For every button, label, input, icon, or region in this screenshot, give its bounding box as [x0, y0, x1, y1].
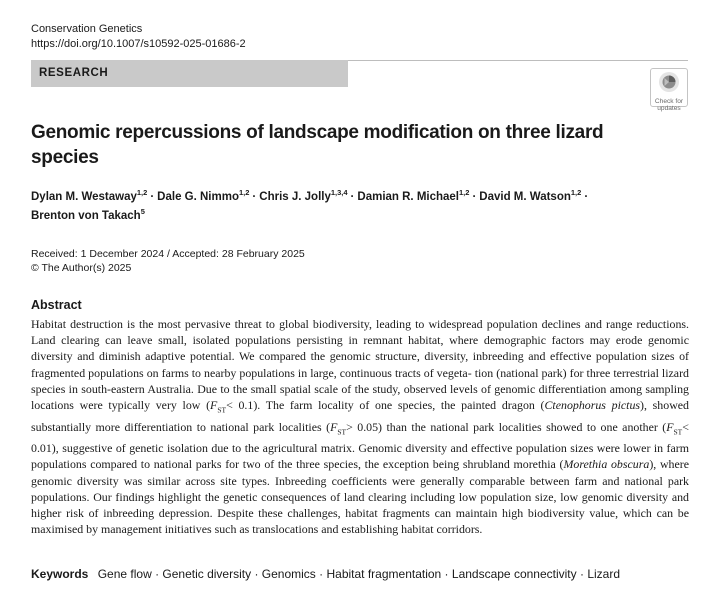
author[interactable]: Damian R. Michael$^{1,2}$: [357, 188, 470, 203]
publication-dates: [31, 247, 305, 275]
received-accepted: Received: 1 December 2024 / Accepted: 28 February 2025: [31, 248, 305, 260]
author-list: Dylan M. Westaway$^{1,2}$ · Dale G. Nimmo$^{1,2}$ · Chris J. Jolly$^{1,3,4}$ · Damian R. Michael$^{1,2}$ · David M. Watson$^{1,2}$ · Brenton von Takach$^5$: [31, 188, 589, 222]
check-for-updates-badge[interactable]: [650, 68, 688, 112]
author[interactable]: Dylan M. Westaway$^{1,2}$: [31, 188, 148, 203]
author[interactable]: Brenton von Takach$^5$: [31, 207, 145, 222]
section-label: RESEARCH: [31, 60, 348, 87]
keyword[interactable]: Lizard: [587, 567, 620, 581]
abstract-text: Habitat destruction is the most pervasive threat to global biodiversity, leading to widespread population declines and range reductions. Land clearing can leave small, isolated populations persisting in remnant habitat, where demographic factors may erode genomic diversity and diminish adaptive potential. We compared the genomic structure, diversity, inbreeding and effective population sizes of fragmented populations on farms to nearby populations in large, continuous tracts of vegeta- tion (national park) for three terrestrial lizard species in south-eastern Australia. Due to the small spatial scale of the study, observed levels of genomic differentiation among sampling locations were typically very low $(F_{ST}< 0.1)$. The farm locality of one species, the painted dragon (Ctenophorus pictus), showed substantially more differentiation to national park localities $(F_{ST}> 0.05)$ than the national park localities showed to one another $(F_{ST}< 0.01)$, suggestive of genetic isolation due to the agricultural matrix. Genomic diversity and effective population sizes were lower in farm populations compared to national parks for two of the three species, the exception being shrubland morethia (Morethia obscura), where genomic diversity was similar across site types. Inbreeding coefficients were generally comparable between farm and national park populations. Our findings highlight the genetic consequences of land clearing including low population size, low genomic diversity and higher risk of inbreeding depression. Despite these challenges, habitat fragments can maintain high biodiversity value, which can be maximised by management initiatives such as translocations and establishing habitat corridors.: [31, 317, 690, 537]
keyword[interactable]: Genetic diversity: [162, 567, 252, 581]
author[interactable]: Chris J. Jolly$^{1,3,4}$: [259, 188, 348, 203]
article-title: Genomic repercussions of landscape modification on three lizard species: [31, 122, 604, 168]
journal-name: Conservation Genetics: [31, 23, 143, 35]
keyword[interactable]: Landscape connectivity: [451, 567, 577, 581]
check-for-updates-icon: [658, 71, 680, 93]
badge-line-2: updates: [657, 105, 681, 112]
keywords: Keywords Gene flow · Genetic diversity · Genomics · Habitat fragmentation · Landscape connectivity · Lizard: [31, 567, 620, 581]
keyword[interactable]: Genomics: [261, 567, 316, 581]
keyword[interactable]: Gene flow: [97, 567, 152, 581]
abstract-heading: Abstract: [31, 298, 82, 312]
author[interactable]: David M. Watson$^{1,2}$: [479, 188, 582, 203]
doi-link[interactable]: https://doi.org/10.1007/s10592-025-01686-2: [31, 38, 246, 50]
keyword[interactable]: Habitat fragmentation: [326, 567, 442, 581]
author[interactable]: Dale G. Nimmo$^{1,2}$: [157, 188, 250, 203]
keywords-label: Keywords: [31, 567, 89, 581]
journal-header: [31, 22, 246, 52]
badge-line-1: Check for: [654, 98, 684, 105]
copyright: © The Author(s) 2025: [31, 262, 132, 274]
